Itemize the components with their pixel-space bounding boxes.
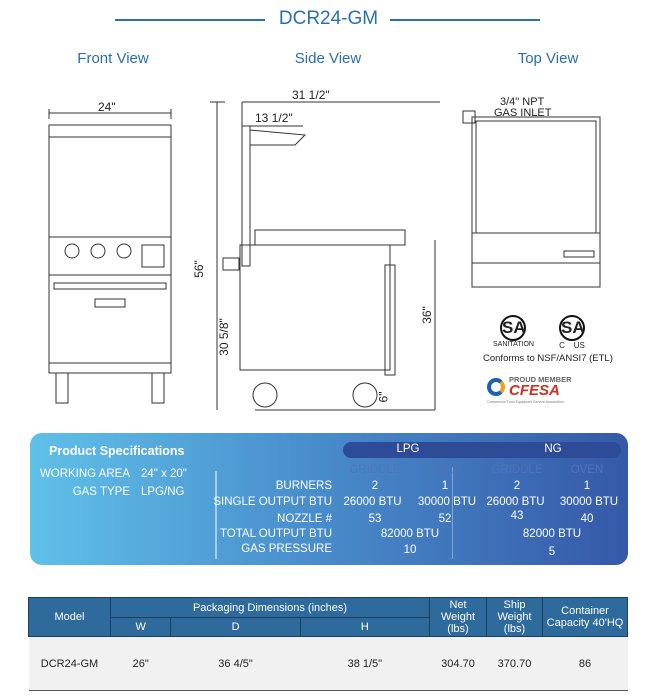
col-model: Model [29, 598, 111, 637]
specs-heading: Product Specifications [49, 444, 185, 458]
cell-w: 26" [111, 637, 171, 691]
sub-header: GRIDDLE [349, 464, 401, 476]
side-partial-dim: 13 1/2" [255, 111, 293, 125]
spec-value: 26000 BTU [486, 496, 545, 508]
cell-net: 304.70 [430, 637, 487, 691]
col-w: W [111, 618, 171, 637]
spec-value: 1 [583, 480, 591, 492]
gas-header-ng: NG [544, 443, 562, 455]
top-view-heading: Top View [517, 50, 579, 67]
side-view-drawing [195, 90, 445, 420]
col-h: H [300, 618, 429, 637]
gas-header-bar [343, 442, 621, 458]
spec-value: 1 [441, 480, 449, 492]
spec-value: 5 [548, 546, 556, 558]
conforms-text: Conforms to NSF/ANSI7 (ETL) [483, 353, 613, 364]
cell-model: DCR24-GM [29, 637, 111, 691]
spec-value: 82000 BTU [522, 528, 582, 540]
spec-value: 10 [403, 544, 417, 556]
sub-header: OVEN [428, 464, 462, 476]
col-packaging: Packaging Dimensions (inches) [111, 598, 430, 618]
side-work-height-dim: 36" [419, 306, 434, 324]
row-label: TOTAL OUTPUT BTU [219, 528, 332, 540]
side-depth-dim: 31 1/2" [292, 88, 330, 102]
gas-inlet-label: GAS INLET [494, 107, 552, 119]
spec-value: 52 [438, 513, 452, 525]
cell-container: 86 [543, 637, 628, 691]
gas-inlet-size: 3/4" NPT [500, 96, 545, 108]
product-specifications-panel [30, 433, 628, 565]
side-height-dim: 56" [191, 260, 206, 278]
row-label: BURNERS [275, 480, 332, 492]
col-d: D [171, 618, 300, 637]
col-ship-weight: Ship Weight (lbs) [487, 598, 543, 637]
packaging-table [28, 597, 628, 691]
front-view-heading: Front View [77, 50, 149, 67]
side-body-height-dim: 30 5/8" [216, 318, 231, 356]
cell-h: 38 1/5" [300, 637, 429, 691]
title-rule-right [390, 19, 540, 21]
row-label: NOZZLE # [277, 513, 332, 525]
col-net-weight: Net Weight (lbs) [430, 598, 487, 637]
side-view-heading: Side View [294, 50, 362, 67]
sub-header: GRIDDLE [491, 464, 543, 476]
spec-value: 30000 BTU [417, 496, 477, 508]
working-area-label: WORKING AREA [39, 468, 130, 480]
top-view-drawing [460, 105, 610, 295]
csa-cus-logo: SA C US [552, 315, 592, 350]
spec-value: 2 [513, 480, 521, 492]
spec-value: 26000 BTU [343, 496, 402, 508]
page-title: DCR24-GM [278, 8, 379, 29]
spec-value: 40 [580, 513, 594, 525]
spec-value: 43 [510, 510, 524, 522]
front-width-dim: 24" [98, 100, 116, 114]
side-leg-dim: 6" [376, 391, 391, 403]
spec-value: 82000 BTU [380, 528, 440, 540]
row-label: GAS PRESSURE [241, 543, 332, 555]
spec-value: 53 [368, 513, 382, 525]
table-row [29, 637, 628, 691]
gas-type-value: LPG/NG [141, 486, 185, 498]
working-area-value: 24" x 20" [141, 468, 187, 480]
gas-type-label: GAS TYPE [72, 486, 130, 498]
spec-value: 2 [371, 480, 379, 492]
csa-sanitation-logo: SA SANITATION [493, 315, 533, 348]
col-container: Container Capacity 40'HQ [543, 598, 628, 637]
sub-header: OVEN [570, 464, 604, 476]
cell-d: 36 4/5" [171, 637, 300, 691]
gas-header-lpg: LPG [396, 443, 420, 455]
front-view-drawing [40, 95, 180, 415]
row-label: SINGLE OUTPUT BTU [213, 496, 332, 508]
cell-ship: 370.70 [487, 637, 543, 691]
spec-value: 30000 BTU [559, 496, 619, 508]
